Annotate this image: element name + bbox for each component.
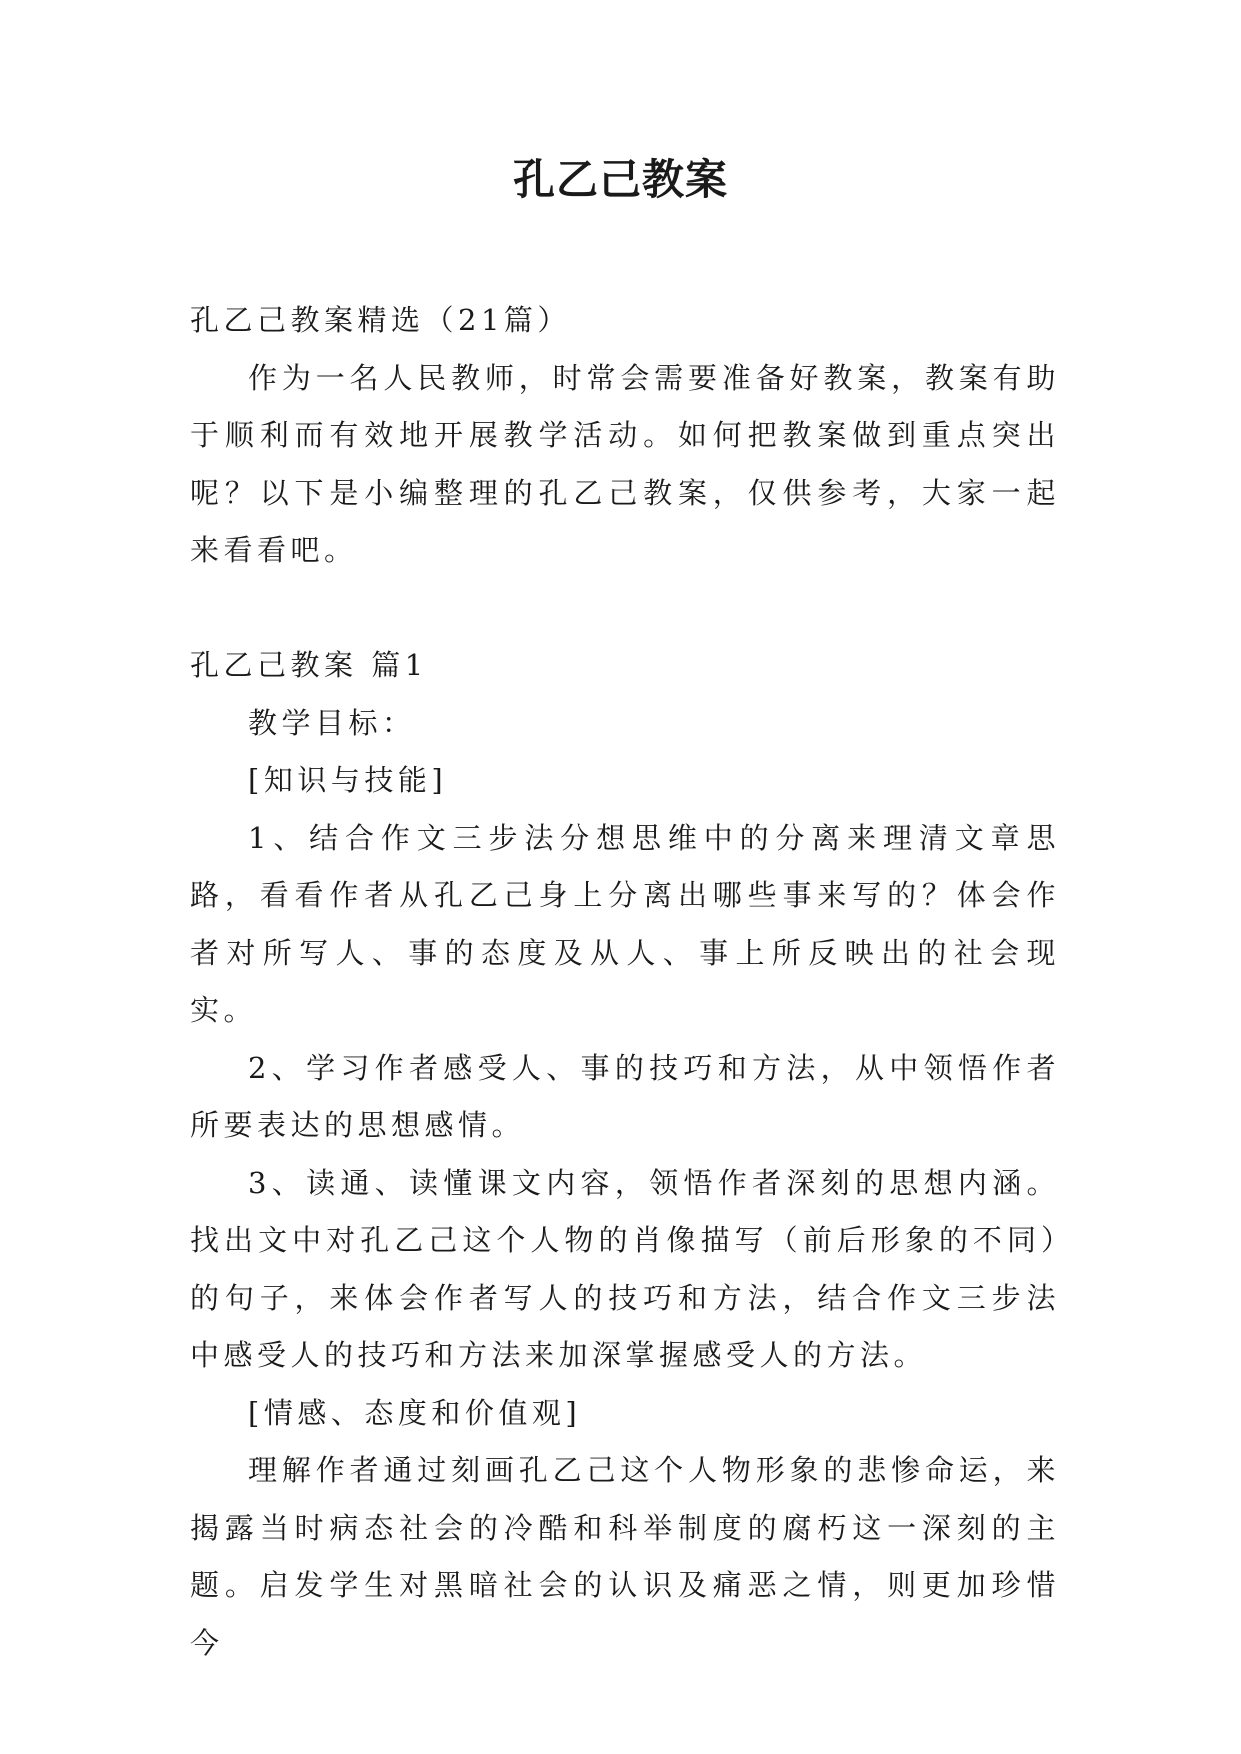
document-subtitle: 孔乙己教案精选（21篇） (190, 303, 571, 337)
goal-item-3: 3、读通、读懂课文内容，领悟作者深刻的思想内涵。找出文中对孔乙己这个人物的肖像描写（前后形象的不同）的句子，来体会作者写人的技巧和方法，结合作文三步法中感受人的技巧和方法来加深掌握感受人的方法。 (190, 1165, 1060, 1372)
emotion-paragraph: 理解作者通过刻画孔乙己这个人物形象的悲惨命运，来揭露当时病态社会的冷酷和科举制度的腐朽这一深刻的主题。启发学生对黑暗社会的认识及痛恶之情，则更加珍惜今 (190, 1453, 1060, 1660)
document-body (190, 292, 1060, 1672)
paragraph-gap (190, 580, 1060, 638)
section-heading: 孔乙己教案 篇1 (190, 648, 428, 682)
goal-item-2: 2、学习作者感受人、事的技巧和方法，从中领悟作者所要表达的思想感情。 (190, 1050, 1060, 1142)
teaching-goals-label: 教学目标： (248, 705, 416, 740)
goal-item-1: 1、结合作文三步法分想思维中的分离来理清文章思路，看看作者从孔乙己身上分离出哪些事来写的？体会作者对所写人、事的态度及从人、事上所反映出的社会现实。 (190, 820, 1060, 1027)
emotion-attitude-label: [情感、态度和价值观] (248, 1395, 582, 1430)
knowledge-skills-label: [知识与技能] (248, 763, 448, 797)
document-title: 孔乙己教案 (512, 155, 728, 204)
intro-paragraph: 作为一名人民教师，时常会需要准备好教案，教案有助于顺利而有效地开展教学活动。如何把教案做到重点突出呢？以下是小编整理的孔乙己教案，仅供参考，大家一起来看看吧。 (190, 360, 1060, 567)
